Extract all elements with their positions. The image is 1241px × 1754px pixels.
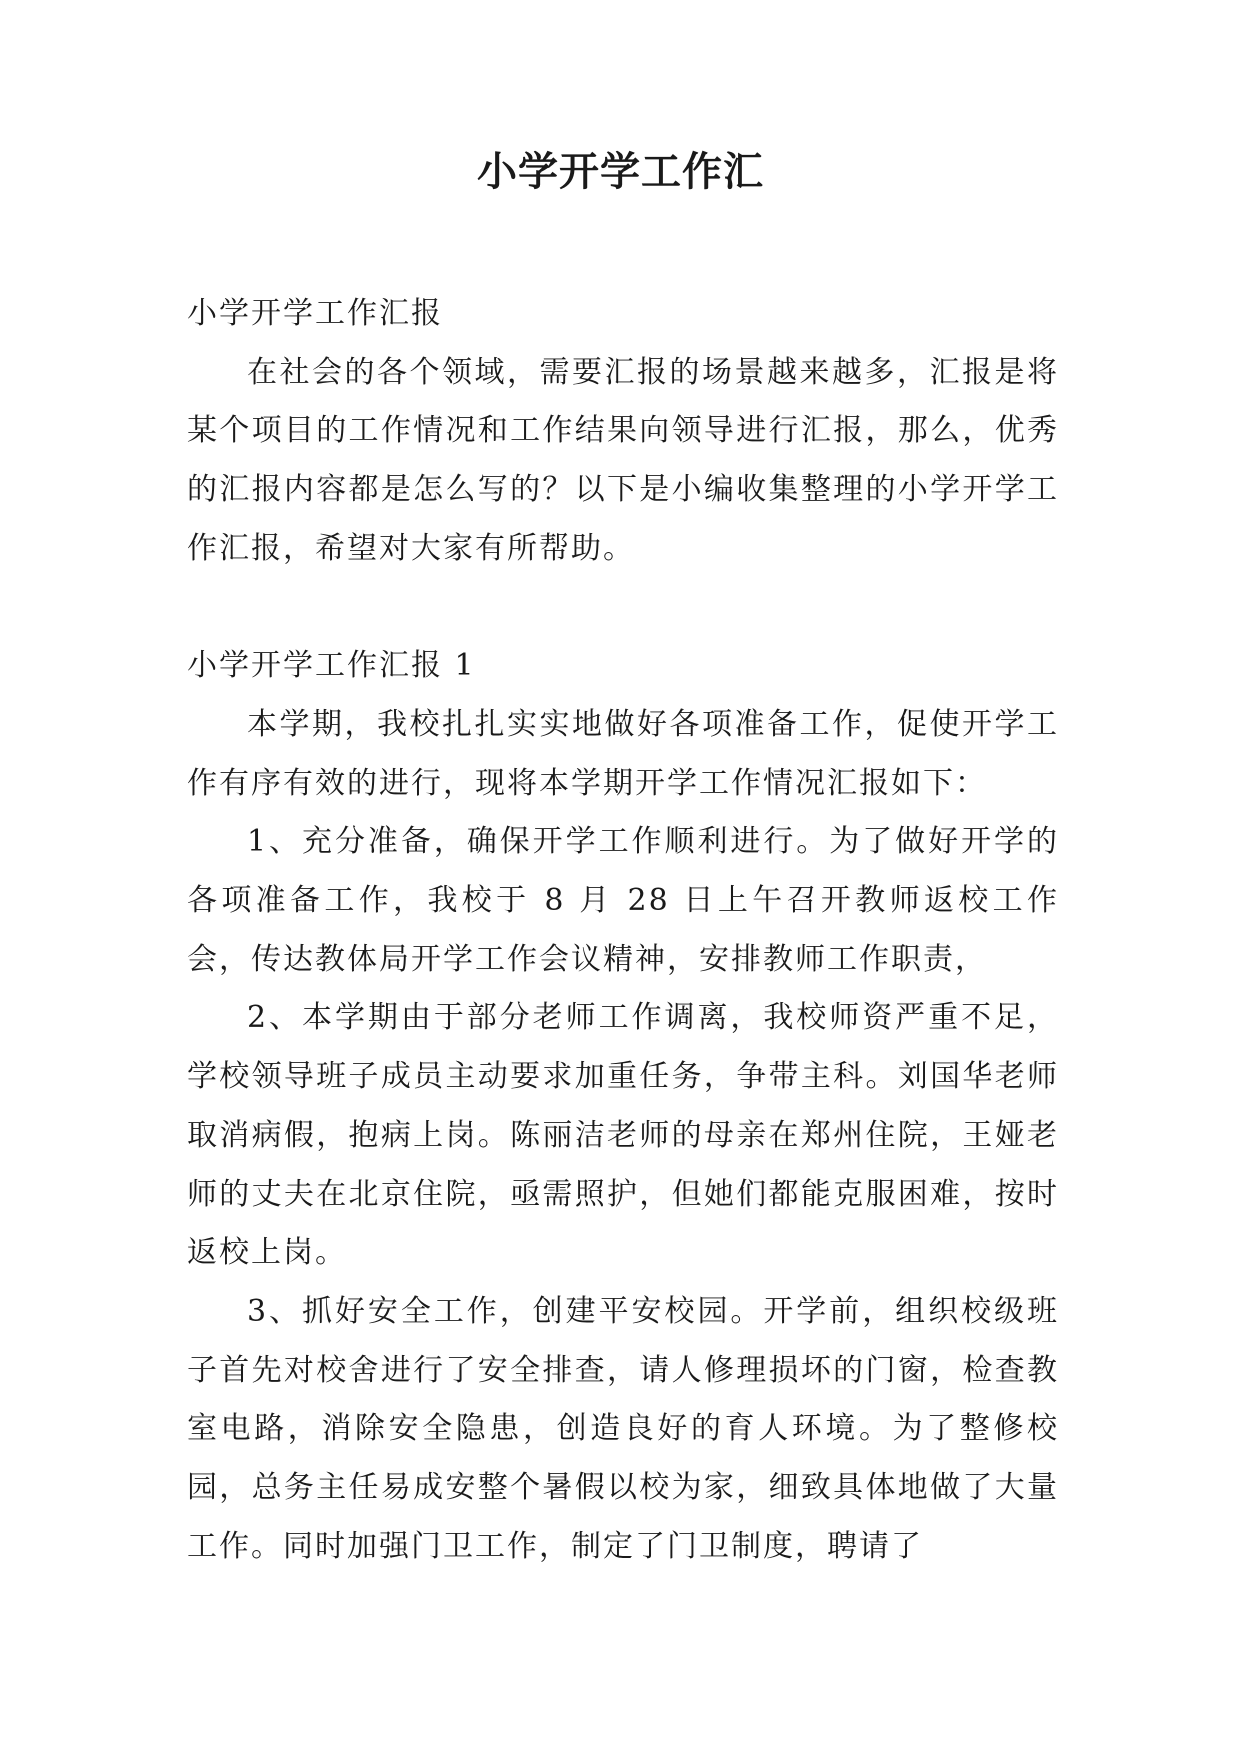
body-paragraph: 2、本学期由于部分老师工作调离，我校师资严重不足，学校领导班子成员主动要求加重任务，争带主科。刘国华老师取消病假，抱病上岗。陈丽洁老师的母亲在郑州住院，王娅老师的丈夫在北京住院，亟需照护，但她们都能克服困难，按时返校上岗。: [187, 1000, 1059, 1271]
section-heading: 小学开学工作汇报 1: [187, 648, 476, 684]
document-body: [187, 285, 1059, 1576]
intro-heading: 小学开学工作汇报: [187, 296, 443, 331]
body-paragraph: 本学期，我校扎扎实实地做好各项准备工作，促使开学工作有序有效的进行，现将本学期开学工作情况汇报如下：: [187, 706, 1059, 801]
body-paragraph: 1、充分准备，确保开学工作顺利进行。为了做好开学的各项准备工作，我校于 8 月 28 日上午召开教师返校工作会，传达教体局开学工作会议精神，安排教师工作职责，: [187, 824, 1059, 977]
section-spacer: [187, 579, 1059, 638]
document-title: 小学开学工作汇: [477, 148, 764, 195]
body-paragraph: 3、抓好安全工作，创建平安校园。开学前，组织校级班子首先对校舍进行了安全排查，请人修理损坏的门窗，检查教室电路，消除安全隐患，创造良好的育人环境。为了整修校园，总务主任易成安整个暑假以校为家，细致具体地做了大量工作。同时加强门卫工作，制定了门卫制度，聘请了: [187, 1293, 1059, 1564]
intro-paragraph: 在社会的各个领域，需要汇报的场景越来越多，汇报是将某个项目的工作情况和工作结果向领导进行汇报，那么，优秀的汇报内容都是怎么写的？以下是小编收集整理的小学开学工作汇报，希望对大家有所帮助。: [187, 354, 1059, 566]
